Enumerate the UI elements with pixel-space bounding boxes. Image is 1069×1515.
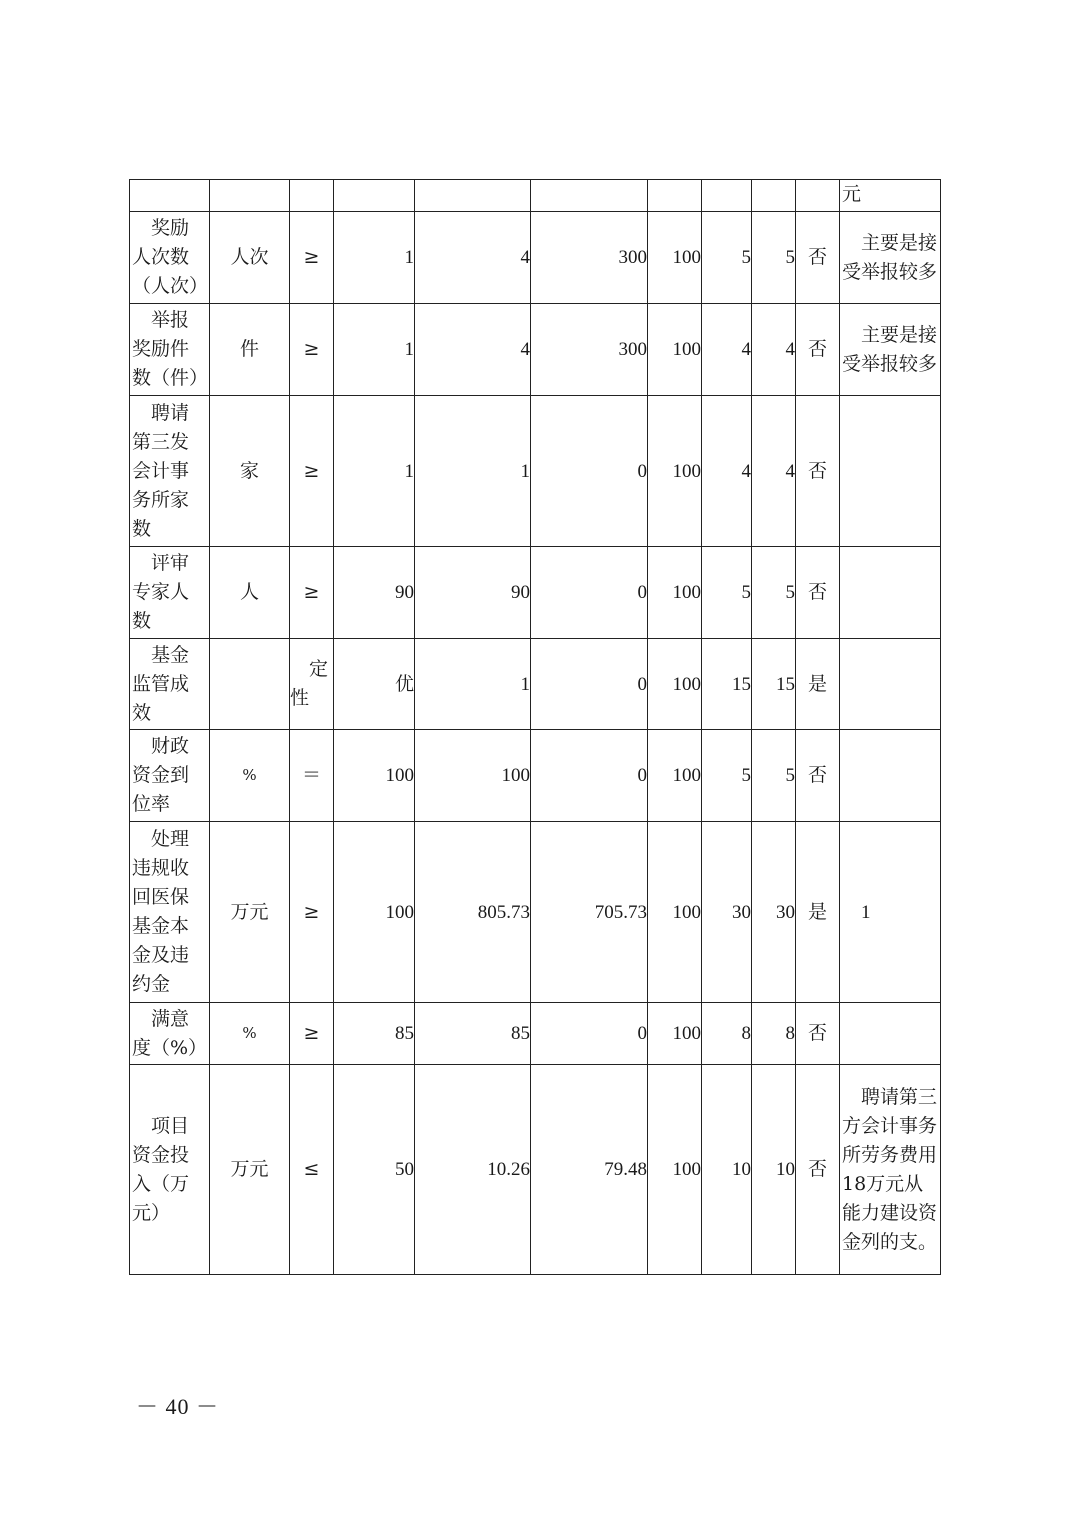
score-cell: 10 — [752, 1065, 796, 1275]
note-cell — [840, 396, 941, 547]
full-score-cell: 100 — [648, 212, 702, 304]
note-cell — [840, 639, 941, 730]
operator-cell: ＝ — [290, 730, 334, 822]
table-row — [130, 1003, 941, 1065]
indicator-name-text: 评审专家人数 — [132, 552, 190, 632]
page-number: － 40 － — [136, 1394, 220, 1419]
core-indicator-cell: 否 — [796, 1065, 840, 1275]
indicator-name — [130, 1065, 210, 1275]
weight-cell: 10 — [702, 1065, 752, 1275]
deviation-cell: 0 — [531, 547, 648, 639]
note-cell — [840, 822, 941, 1003]
deviation-cell: 0 — [531, 396, 648, 547]
unit-cell: 万元 — [210, 822, 290, 1003]
continued-note-cell: 元 — [840, 180, 941, 212]
operator-cell: ≤ — [290, 1065, 334, 1275]
table-row — [130, 639, 941, 730]
indicator-name-text: 举报奖励件数（件） — [132, 309, 209, 389]
table-row — [130, 547, 941, 639]
operator-cell: ≥ — [290, 1003, 334, 1065]
full-score-cell: 100 — [648, 396, 702, 547]
target-cell: 1 — [334, 396, 415, 547]
weight-cell: 30 — [702, 822, 752, 1003]
score-cell: 15 — [752, 639, 796, 730]
actual-cell: 805.73 — [415, 822, 531, 1003]
indicator-name — [130, 639, 210, 730]
target-cell: 85 — [334, 1003, 415, 1065]
score-cell: 5 — [752, 730, 796, 822]
full-score-cell: 100 — [648, 639, 702, 730]
indicator-name — [130, 822, 210, 1003]
score-cell: 4 — [752, 304, 796, 396]
note-text: 主要是接受举报较多 — [842, 323, 938, 375]
indicator-name — [130, 547, 210, 639]
note-cell — [840, 1065, 941, 1275]
table-row — [130, 396, 941, 547]
actual-cell: 1 — [415, 639, 531, 730]
target-cell: 1 — [334, 304, 415, 396]
actual-cell: 1 — [415, 396, 531, 547]
indicator-name — [130, 396, 210, 547]
core-indicator-cell: 否 — [796, 730, 840, 822]
performance-indicator-table — [129, 179, 941, 1275]
score-cell: 5 — [752, 547, 796, 639]
deviation-cell: 705.73 — [531, 822, 648, 1003]
deviation-cell: 0 — [531, 730, 648, 822]
operator-cell: ≥ — [290, 396, 334, 547]
weight-cell: 4 — [702, 304, 752, 396]
operator-cell: ≥ — [290, 304, 334, 396]
indicator-name — [130, 1003, 210, 1065]
unit-cell: 人次 — [210, 212, 290, 304]
unit-cell: 万元 — [210, 1065, 290, 1275]
operator-text: 定性 — [290, 658, 329, 709]
operator-cell: ≥ — [290, 212, 334, 304]
actual-cell: 4 — [415, 212, 531, 304]
unit-cell: 家 — [210, 396, 290, 547]
indicator-name-text: 奖励人次数（人次） — [132, 217, 209, 297]
score-cell: 4 — [752, 396, 796, 547]
table-row — [130, 1065, 941, 1275]
actual-cell: 4 — [415, 304, 531, 396]
actual-cell: 10.26 — [415, 1065, 531, 1275]
weight-cell: 8 — [702, 1003, 752, 1065]
core-indicator-cell: 是 — [796, 822, 840, 1003]
deviation-cell: 0 — [531, 639, 648, 730]
indicator-name-text: 满意度（%） — [132, 1007, 208, 1059]
full-score-cell: 100 — [648, 1003, 702, 1065]
operator-cell: ≥ — [290, 547, 334, 639]
core-indicator-cell: 否 — [796, 304, 840, 396]
note-text: 聘请第三方会计事务所劳务费用18万元从能力建设资金列的支。 — [842, 1085, 938, 1253]
core-indicator-cell: 否 — [796, 547, 840, 639]
note-cell — [840, 212, 941, 304]
note-cell — [840, 547, 941, 639]
note-text: 1 — [861, 901, 871, 923]
indicator-name — [130, 730, 210, 822]
deviation-cell: 300 — [531, 304, 648, 396]
core-indicator-cell: 否 — [796, 1003, 840, 1065]
target-cell: 90 — [334, 547, 415, 639]
score-cell: 30 — [752, 822, 796, 1003]
actual-cell: 85 — [415, 1003, 531, 1065]
indicator-name-text: 财政资金到位率 — [132, 735, 190, 815]
note-cell — [840, 304, 941, 396]
full-score-cell: 100 — [648, 1065, 702, 1275]
full-score-cell: 100 — [648, 304, 702, 396]
table-row — [130, 822, 941, 1003]
note-text: 主要是接受举报较多 — [842, 231, 938, 283]
weight-cell: 5 — [702, 547, 752, 639]
weight-cell: 5 — [702, 212, 752, 304]
full-score-cell: 100 — [648, 730, 702, 822]
full-score-cell: 100 — [648, 822, 702, 1003]
operator-cell — [290, 639, 334, 730]
deviation-cell: 300 — [531, 212, 648, 304]
indicator-name-text: 项目资金投入（万元） — [132, 1114, 190, 1224]
target-cell: 1 — [334, 212, 415, 304]
target-cell: 50 — [334, 1065, 415, 1275]
deviation-cell: 79.48 — [531, 1065, 648, 1275]
indicator-name-text: 聘请第三发会计事务所家数 — [132, 401, 190, 540]
actual-cell: 100 — [415, 730, 531, 822]
actual-cell: 90 — [415, 547, 531, 639]
unit-cell — [210, 639, 290, 730]
target-cell: 优 — [334, 639, 415, 730]
unit-cell: 人 — [210, 547, 290, 639]
table-row-continued — [130, 180, 941, 212]
indicator-name-text: 基金监管成效 — [132, 643, 190, 724]
core-indicator-cell: 否 — [796, 396, 840, 547]
indicator-name-text: 处理违规收回医保基金本金及违约金 — [132, 828, 190, 995]
weight-cell: 4 — [702, 396, 752, 547]
full-score-cell: 100 — [648, 547, 702, 639]
target-cell: 100 — [334, 822, 415, 1003]
unit-cell: % — [210, 1003, 290, 1065]
note-cell — [840, 730, 941, 822]
weight-cell: 15 — [702, 639, 752, 730]
indicator-name — [130, 304, 210, 396]
indicator-name — [130, 212, 210, 304]
operator-cell: ≥ — [290, 822, 334, 1003]
note-cell — [840, 1003, 941, 1065]
core-indicator-cell: 否 — [796, 212, 840, 304]
deviation-cell: 0 — [531, 1003, 648, 1065]
score-cell: 5 — [752, 212, 796, 304]
weight-cell: 5 — [702, 730, 752, 822]
table-row — [130, 304, 941, 396]
unit-cell: 件 — [210, 304, 290, 396]
table-row — [130, 730, 941, 822]
score-cell: 8 — [752, 1003, 796, 1065]
target-cell: 100 — [334, 730, 415, 822]
unit-cell: % — [210, 730, 290, 822]
core-indicator-cell: 是 — [796, 639, 840, 730]
table-row — [130, 212, 941, 304]
